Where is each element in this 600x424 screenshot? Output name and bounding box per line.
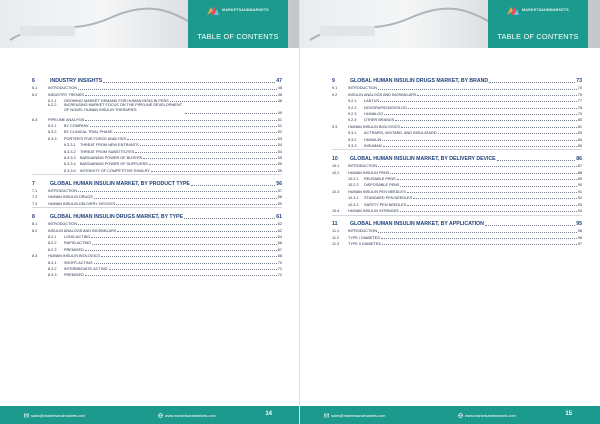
toc-entry[interactable] [32, 226, 282, 232]
toc-entry-number: 8.3 [32, 254, 38, 259]
toc-entry[interactable] [332, 162, 582, 168]
toc-entry-label: LONG-ACTING [64, 235, 91, 240]
toc-dot-leader [103, 82, 275, 83]
toc-entry-number: 7 [32, 180, 35, 187]
toc-dot-leader [92, 244, 277, 245]
toc-dot-leader [78, 224, 277, 225]
toc-dot-leader [380, 101, 577, 102]
toc-dot-leader [382, 140, 576, 141]
toc-entry-page: 68 [277, 254, 282, 259]
toc-dot-leader [116, 204, 276, 205]
toc-entry-page: 47 [276, 78, 282, 84]
toc-entry-number: 11.1 [332, 229, 340, 234]
toc-entry-label: BY COMPANY [64, 123, 89, 128]
toc-entry[interactable] [32, 245, 282, 251]
toc-entry-number: 6.3.3.1 [64, 143, 76, 148]
toc-entry-page: 48 [277, 92, 282, 97]
toc-entry-label: GLOBAL HUMAN INSULIN DRUGS MARKET, BY BRAND [350, 78, 489, 84]
toc-entry-page: 78 [577, 105, 582, 110]
toc-entry-number: 6.3.3.2 [64, 149, 76, 154]
toc-entry-number: 9.3.2 [348, 137, 357, 142]
toc-entry-page: 48 [277, 86, 282, 91]
toc-entry-label: INTRODUCTION [48, 222, 78, 227]
toc-entry-number: 8.3.1 [48, 260, 57, 265]
toc-entry-page: 89 [577, 177, 582, 182]
toc-entry-number: 10.4 [332, 209, 340, 214]
toc-dot-leader [413, 198, 577, 199]
toc-dot-leader [78, 89, 277, 90]
toc-entry[interactable] [32, 252, 282, 258]
toc-entry-number: 6.3.1 [48, 123, 57, 128]
toc-dot-leader [497, 160, 576, 161]
toc-entry[interactable] [332, 97, 582, 103]
toc-entry-number: 8.2.1 [48, 235, 57, 240]
toc-dot-leader [395, 120, 577, 121]
toc-entry-number: 9.2 [332, 92, 338, 97]
toc-entry-number: 6.2.1 [48, 99, 57, 104]
toc-entry[interactable] [332, 103, 582, 109]
toc-entry[interactable] [332, 110, 582, 116]
toc-entry-number: 6.1 [32, 86, 38, 91]
toc-dot-leader [85, 95, 277, 96]
globe-icon [158, 413, 163, 418]
toc-entry[interactable] [32, 220, 282, 226]
toc-entry[interactable] [32, 115, 282, 121]
toc-entry-label: INTRODUCTION [48, 86, 78, 91]
toc-entry-label: HUMAN INSULIN BIOLOGICS [48, 254, 100, 259]
toc-entry[interactable] [332, 240, 582, 246]
toc-entry-page: 61 [276, 213, 282, 220]
toc-entry-page: 80 [577, 118, 582, 123]
toc-entry[interactable] [32, 199, 282, 205]
toc-dot-leader [185, 113, 277, 114]
toc-entry-page: 62 [277, 228, 282, 233]
toc-entry[interactable] [332, 175, 582, 181]
toc-entry[interactable] [332, 129, 582, 135]
toc-entry-page: 96 [577, 229, 582, 234]
toc-entry-label: RAPID-ACTING [64, 241, 92, 246]
toc-entry-label: THREAT FROM SUBSTITUTES [80, 149, 135, 154]
toc-entry-page: 85 [577, 143, 582, 148]
toc-dot-leader [383, 146, 577, 147]
footer-email-text: sales@marketsandmarkets.com [331, 413, 386, 418]
toc-entry-page: 55 [277, 162, 282, 167]
toc-dot-leader [94, 198, 277, 199]
toc-entry-label: GLOBAL HUMAN INSULIN MARKET, BY PRODUCT TYPE [50, 180, 190, 187]
toc-chapter-entry[interactable] [332, 216, 582, 227]
toc-entry-number: 7.1 [32, 189, 38, 194]
toc-entry-page: 52 [277, 130, 282, 135]
toc-entry-label: INTRODUCTION [48, 189, 78, 194]
toc-entry-page: 48 [277, 99, 282, 104]
toc-entry-number: 6 [32, 78, 35, 84]
toc-entry-page: 86 [576, 155, 582, 162]
toc-entry-page: 71 [277, 266, 282, 271]
toc-entry-page: 49 [277, 111, 282, 116]
toc-header-box [188, 0, 288, 48]
toc-entry-page: 56 [276, 180, 282, 187]
toc-entry-number: 9.2.1 [348, 99, 357, 104]
toc-entry-page: 62 [277, 222, 282, 227]
toc-entry[interactable] [32, 154, 282, 160]
toc-entry-label: INDUSTRY INSIGHTS [50, 78, 103, 84]
toc-dot-leader [438, 133, 577, 134]
toc-page-right [300, 0, 600, 424]
toc-entry-page: 54 [277, 149, 282, 154]
toc-entry-label: ACTRAPID, MIXTARD, AND INSULATARD [364, 131, 437, 136]
toc-entry-number: 10.3.1 [348, 196, 359, 201]
toc-entry-number: 8.2 [32, 228, 38, 233]
toc-entry[interactable] [332, 200, 582, 206]
toc-entry-page: 77 [577, 99, 582, 104]
toc-entry-label: TYPE I DIABETES [348, 235, 380, 240]
toc-entry-page: 55 [277, 168, 282, 173]
toc-dot-leader [485, 225, 575, 226]
toc-entry-number: 8.3.2 [48, 266, 57, 271]
toc-entry-number: 6.3 [32, 117, 38, 122]
toc-entry[interactable] [32, 147, 282, 153]
toc-entry[interactable] [332, 142, 582, 148]
toc-dot-leader [151, 171, 277, 172]
toc-dot-leader [407, 192, 577, 193]
toc-dot-leader [78, 191, 277, 192]
toc-entry-page: 72 [277, 273, 282, 278]
page-header [0, 0, 300, 48]
logo-mark-icon [507, 5, 519, 15]
toc-entry-number: 6.3.3.4 [64, 162, 76, 167]
toc-entry-number: 9 [332, 78, 335, 84]
page-footer [0, 406, 300, 424]
toc-dot-leader [381, 238, 577, 239]
toc-entry-number: 8 [32, 213, 35, 220]
toc-entry-label: NOVORAPID/NOVOLOG [364, 105, 408, 110]
toc-entry-label: INSUMAN [364, 143, 382, 148]
toc-entry-label: INTENSITY OF COMPETITIVE RIVALRY [80, 168, 150, 173]
toc-entry-number: 10.3 [332, 189, 340, 194]
footer-website-text: www.marketsandmarkets.com [465, 413, 516, 418]
toc-entry-label: PREMIXED [64, 273, 84, 278]
toc-entry-label: HUMAN INSULIN SYRINGES [348, 209, 399, 214]
toc-entry-label: TYPE II DIABETES [348, 242, 381, 247]
toc-entry-page: 92 [577, 196, 582, 201]
toc-entry-label: GLOBAL HUMAN INSULIN MARKET, BY DELIVERY DEVICE [350, 155, 496, 162]
toc-entry-label: GROWING MARKET DEMAND FOR HUMAN INSULIN PENS [64, 99, 169, 104]
toc-entry-number: 6.2 [32, 92, 38, 97]
toc-entry-number: 6.3.3.3 [64, 155, 76, 160]
toc-entry-page: 84 [577, 137, 582, 142]
toc-entry-label: BARGAINING POWER OF SUPPLIERS [80, 162, 148, 167]
toc-entry-label: INTERMEDIATE-ACTING [64, 266, 108, 271]
toc-entry-label: PIPELINE ANALYSIS [48, 117, 85, 122]
toc-entry-number: 9.1 [332, 86, 338, 91]
toc-dot-leader [191, 185, 275, 186]
toc-entry-number: 10.2.2 [348, 183, 359, 188]
toc-chapter-entry[interactable] [32, 73, 282, 84]
toc-dot-leader [390, 173, 576, 174]
toc-entry-label: STANDARD PEN NEEDLES [364, 196, 413, 201]
toc-entry[interactable] [32, 187, 282, 193]
toc-entry[interactable] [332, 227, 582, 233]
toc-dot-leader [401, 127, 577, 128]
toc-dot-leader [378, 166, 577, 167]
toc-chapter-entry[interactable] [32, 176, 282, 187]
toc-entry-label: DISPOSABLE PENS [364, 183, 400, 188]
toc-dot-leader [149, 164, 277, 165]
toc-entry-number: 11.2 [332, 235, 340, 240]
toc-dot-leader [397, 179, 577, 180]
toc-entry[interactable] [32, 128, 282, 134]
toc-entry-page: 53 [277, 136, 282, 141]
toc-entry-label: OTHER BRANDS [364, 118, 395, 123]
toc-entry-number: 9.2.3 [348, 111, 357, 116]
page-footer [300, 406, 600, 424]
toc-entry-label: INSULIN ANALOGS AND BIOSIMILARS [348, 92, 417, 97]
toc-entry[interactable] [332, 194, 582, 200]
toc-dot-leader [400, 211, 577, 212]
footer-website-text: www.marketsandmarkets.com [165, 413, 216, 418]
footer-website[interactable] [458, 413, 516, 418]
toc-entry[interactable] [332, 122, 582, 128]
page-number: 14 [265, 411, 272, 417]
toc-entry-number: 9.3 [332, 124, 338, 129]
toc-entry-label: BARGAINING POWER OF BUYERS [80, 155, 143, 160]
toc-dot-leader [408, 108, 577, 109]
toc-entry-number: 10.3.2 [348, 202, 359, 207]
brand-logo [488, 5, 588, 15]
toc-entry-number: 9.2.4 [348, 118, 357, 123]
toc-entry-number: 10.1 [332, 164, 340, 169]
toc-entry-number: 6.3.3.5 [64, 168, 76, 173]
toc-entry-page: 51 [277, 117, 282, 122]
logo-text: MARKETSANDMARKETS [222, 8, 269, 12]
toc-entry-page: 95 [576, 221, 582, 228]
toc-chapter-entry[interactable] [332, 73, 582, 84]
toc-entry-number: 9.2.2 [348, 105, 357, 110]
toc-entry[interactable] [32, 265, 282, 271]
toc-entry-page: 74 [577, 86, 582, 91]
toc-dot-leader [170, 101, 277, 102]
toc-entry-label: INSULIN ANALOGS AND BIOSIMILARS [48, 228, 117, 233]
toc-dot-leader [384, 114, 577, 115]
toc-dot-leader [184, 218, 275, 219]
toc-entry-page: 55 [277, 155, 282, 160]
page-title: TABLE OF CONTENTS [197, 32, 279, 41]
toc-entry-number: 7.2 [32, 195, 38, 200]
toc-chapter-entry[interactable] [32, 209, 282, 220]
logo-mark-icon [207, 5, 219, 15]
toc-dot-leader [85, 275, 277, 276]
toc-entry-label: REUSABLE PENS [364, 177, 396, 182]
toc-entry-label: HUMAN INSULIN PEN NEEDLES [348, 189, 406, 194]
toc-entry-page: 79 [577, 111, 582, 116]
toc-dot-leader [135, 152, 276, 153]
toc-entry-label: INCREASING MARKET FOCUS ON THE PIPELINE DEVELOPMENT OF NOVEL HUMAN INSULIN THERAPIES [64, 103, 182, 113]
toc-entry[interactable] [32, 166, 282, 172]
toc-entry[interactable] [32, 122, 282, 128]
toc-header-box [488, 0, 588, 48]
toc-entry-page: 66 [277, 241, 282, 246]
toc-dot-leader [378, 232, 577, 233]
toc-entry-page: 93 [577, 202, 582, 207]
page-number: 15 [565, 411, 572, 417]
toc-entry-page: 90 [577, 183, 582, 188]
toc-dot-leader [489, 82, 575, 83]
toc-entry-label: INDUSTRY TRENDS [48, 92, 84, 97]
toc-dot-leader [382, 244, 577, 245]
toc-entry-label: HUMAN INSULIN BIOLOGICS [348, 124, 400, 129]
toc-entry[interactable] [32, 271, 282, 277]
page-title: TABLE OF CONTENTS [497, 32, 579, 41]
toc-dot-leader [417, 95, 576, 96]
toc-entry-page: 88 [577, 170, 582, 175]
toc-entry-label: HUMALOG [364, 111, 384, 116]
toc-entry-label: HUMAN INSULIN PENS [348, 170, 390, 175]
toc-entry[interactable] [332, 135, 582, 141]
toc-entry[interactable] [32, 134, 282, 140]
toc-entry-page: 94 [577, 209, 582, 214]
toc-entry-page: 59 [277, 201, 282, 206]
toc-dot-leader [101, 256, 277, 257]
toc-entry[interactable] [32, 103, 282, 115]
toc-entry-label: SAFETY PEN NEEDLES [364, 202, 407, 207]
mail-icon [24, 413, 29, 418]
toc-entry-label: INTRODUCTION [348, 164, 378, 169]
toc-entry-page: 67 [277, 247, 282, 252]
toc-entry-page: 81 [577, 124, 582, 129]
toc-dot-leader [378, 89, 577, 90]
toc-entry-label: LANTUS [364, 99, 379, 104]
toc-entry[interactable] [332, 207, 582, 213]
toc-dot-leader [127, 139, 277, 140]
toc-entry-label: BY CLINICAL TRIAL PHASE [64, 130, 113, 135]
toc-entry[interactable] [32, 160, 282, 166]
toc-list [32, 73, 282, 277]
toc-entry-number: 8.1 [32, 222, 38, 227]
toc-entry-page: 73 [576, 78, 582, 84]
mail-icon [324, 413, 329, 418]
toc-list [332, 73, 582, 246]
toc-entry[interactable] [32, 233, 282, 239]
toc-entry-number: 9.3.3 [348, 143, 357, 148]
toc-entry-page: 75 [577, 92, 582, 97]
toc-entry[interactable] [332, 84, 582, 90]
toc-entry-page: 96 [577, 235, 582, 240]
toc-entry[interactable] [332, 116, 582, 122]
toc-dot-leader [85, 250, 277, 251]
toc-entry-page: 57 [277, 189, 282, 194]
toc-entry-page: 64 [277, 235, 282, 240]
toc-entry-label: THREAT FROM NEW ENTRANTS [80, 143, 139, 148]
toc-entry[interactable] [332, 233, 582, 239]
toc-entry[interactable] [332, 168, 582, 174]
toc-entry[interactable] [32, 141, 282, 147]
toc-entry[interactable] [32, 193, 282, 199]
toc-entry-number: 9.3.1 [348, 131, 357, 136]
toc-entry-number: 6.3.2 [48, 130, 57, 135]
toc-entry[interactable] [332, 187, 582, 193]
logo-text: MARKETSANDMARKETS [522, 8, 569, 12]
toc-entry-page: 58 [277, 195, 282, 200]
toc-entry-number: 6.3.3 [48, 136, 57, 141]
toc-entry-label: GLOBAL HUMAN INSULIN DRUGS MARKET, BY TYPE [50, 213, 183, 220]
toc-entry-page: 97 [577, 242, 582, 247]
toc-entry-number: 10 [332, 155, 338, 162]
toc-dot-leader [90, 126, 277, 127]
toc-entry-number: 11 [332, 221, 338, 228]
toc-dot-leader [91, 237, 276, 238]
toc-entry-page: 87 [577, 164, 582, 169]
toc-dot-leader [114, 132, 277, 133]
toc-entry-number: 10.2 [332, 170, 340, 175]
toc-entry-label: PORTER'S FIVE FORCE ANALYSIS [64, 136, 126, 141]
footer-website[interactable] [158, 413, 216, 418]
toc-dot-leader [140, 145, 277, 146]
toc-entry-label: INTRODUCTION [348, 229, 378, 234]
toc-entry-label: HUMULIN [364, 137, 382, 142]
footer-email[interactable] [24, 413, 85, 418]
toc-entry-page: 51 [277, 123, 282, 128]
footer-email-text: sales@marketsandmarkets.com [31, 413, 86, 418]
toc-entry-number: 6.2.2 [48, 103, 57, 108]
toc-entry-number: 10.2.1 [348, 177, 359, 182]
toc-entry[interactable] [32, 90, 282, 96]
toc-dot-leader [407, 205, 576, 206]
toc-entry-page: 91 [577, 189, 582, 194]
toc-entry-number: 11.3 [332, 242, 340, 247]
toc-entry[interactable] [332, 181, 582, 187]
brand-logo [188, 5, 288, 15]
footer-email[interactable] [324, 413, 385, 418]
toc-dot-leader [400, 186, 576, 187]
toc-dot-leader [94, 263, 277, 264]
toc-entry-label: GLOBAL HUMAN INSULIN MARKET, BY APPLICATION [350, 221, 484, 228]
toc-entry-page: 54 [277, 143, 282, 148]
toc-dot-leader [117, 231, 276, 232]
toc-entry[interactable] [32, 84, 282, 90]
toc-dot-leader [143, 158, 277, 159]
toc-entry-label: PREMIXED [64, 247, 84, 252]
toc-entry[interactable] [32, 239, 282, 245]
toc-entry[interactable] [32, 258, 282, 264]
toc-entry-number: 8.3.3 [48, 273, 57, 278]
toc-entry-label: SHORT-ACTING [64, 260, 93, 265]
toc-entry-label: HUMAN INSULIN DELIVERY DEVICES [48, 201, 116, 206]
toc-dot-leader [85, 120, 277, 121]
toc-entry-page: 70 [277, 260, 282, 265]
toc-entry-number: 8.2.2 [48, 241, 57, 246]
toc-entry-page: 83 [577, 131, 582, 136]
toc-entry-label: HUMAN INSULIN DRUGS [48, 195, 93, 200]
toc-chapter-entry[interactable] [332, 151, 582, 162]
globe-icon [458, 413, 463, 418]
toc-entry-number: 8.2.3 [48, 247, 57, 252]
toc-dot-leader [109, 269, 277, 270]
toc-entry-number: 7.3 [32, 201, 38, 206]
toc-entry-label: INTRODUCTION [348, 86, 378, 91]
toc-entry[interactable] [332, 90, 582, 96]
page-header [300, 0, 600, 48]
